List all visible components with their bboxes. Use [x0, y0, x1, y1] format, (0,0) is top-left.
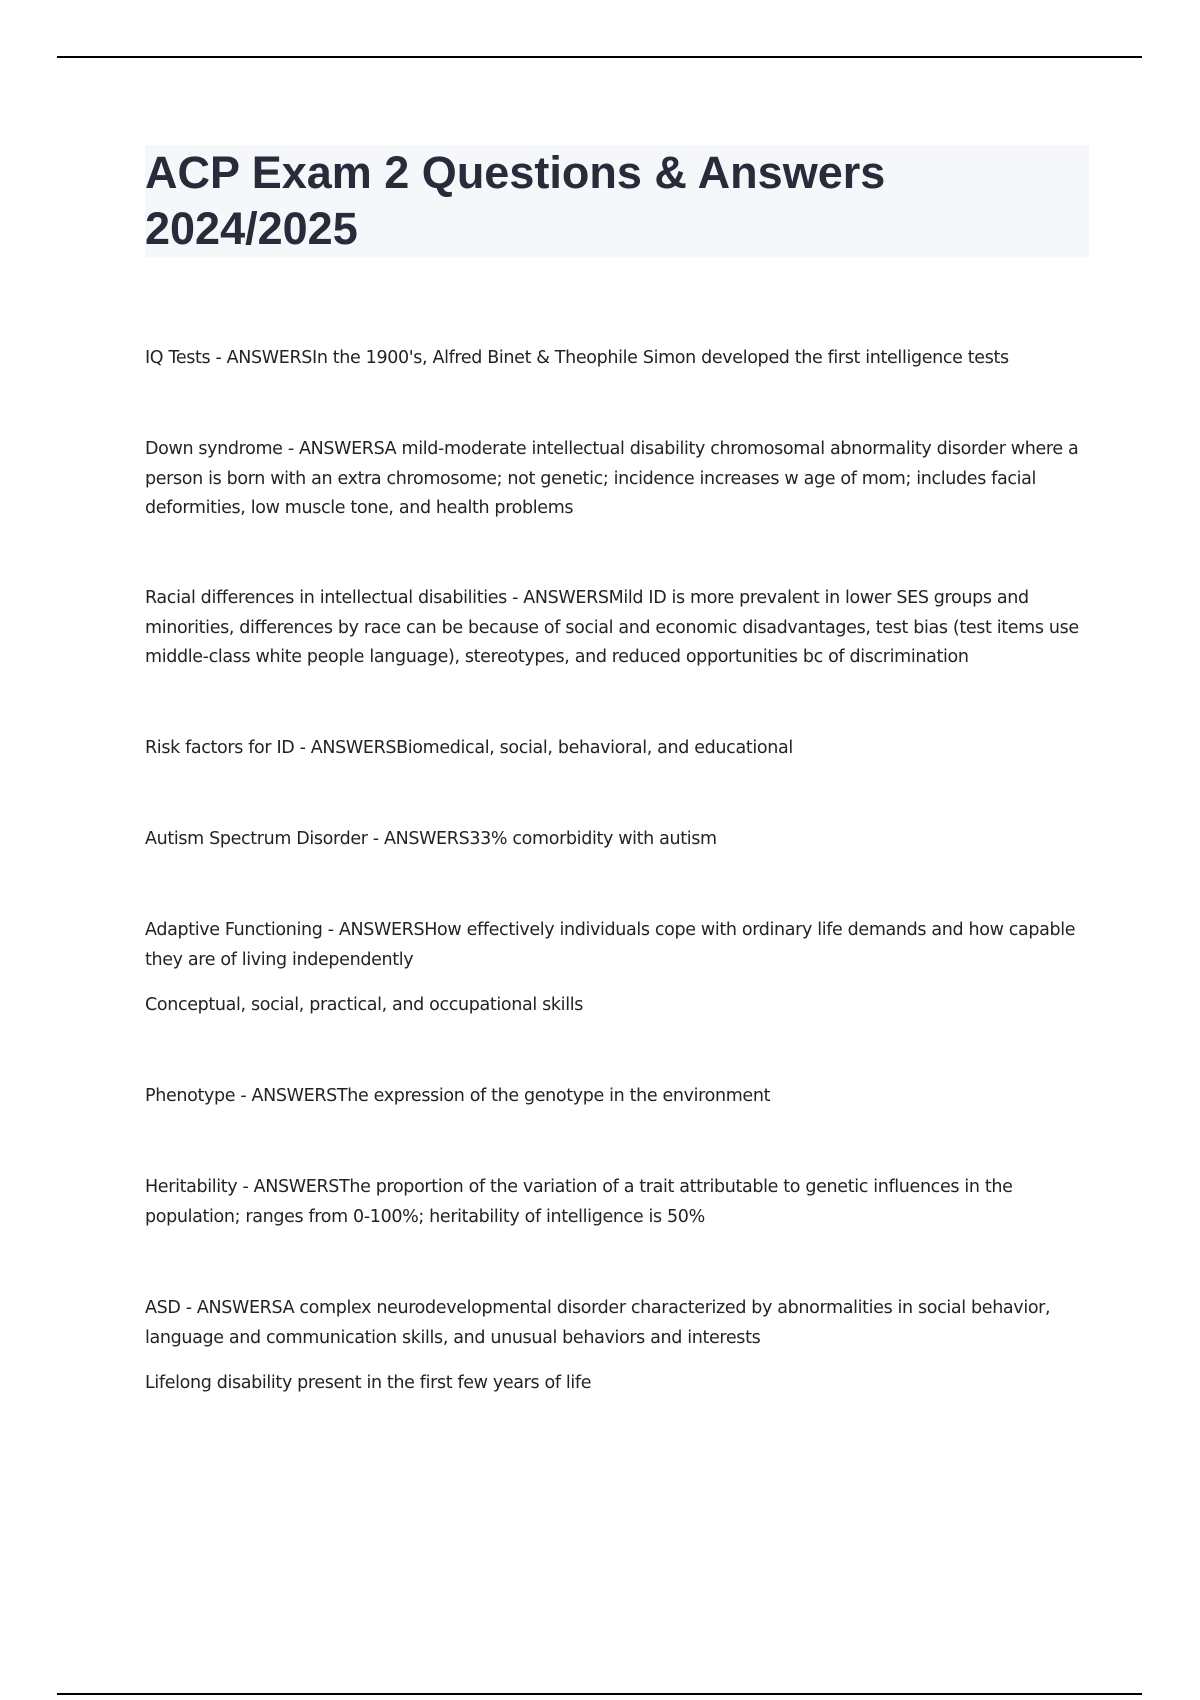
document-title: ACP Exam 2 Questions & Answers 2024/2025: [145, 147, 886, 254]
top-rule: [57, 56, 1142, 58]
qa-adaptive-functioning: Adaptive Functioning - ANSWERSHow effectively individuals cope with ordinary life demands and how capable they are of living independently: [145, 920, 1076, 970]
qa-risk-factors: Risk factors for ID - ANSWERSBiomedical, social, behavioral, and educational: [145, 738, 793, 758]
qa-asd: ASD - ANSWERSA complex neurodevelopmental disorder characterized by abnormalities in social behavior, language and communication skills, and unusual behaviors and interests: [145, 1298, 1051, 1348]
qa-phenotype: Phenotype - ANSWERSThe expression of the genotype in the environment: [145, 1086, 771, 1106]
qa-heritability: Heritability - ANSWERSThe proportion of the variation of a trait attributable to genetic influences in the population; ranges from 0-100%; heritability of intelligence is 50%: [145, 1177, 1013, 1227]
qa-racial-differences: Racial differences in intellectual disabilities - ANSWERSMild ID is more prevalent in lower SES groups and minorities, differences by race can be because of social and economic disadvantages, test bias (test items use middle-class white people language), stereotypes, and reduced opportunities bc of discrimination: [145, 588, 1079, 667]
qa-iq-tests: IQ Tests - ANSWERSIn the 1900's, Alfred Binet & Theophile Simon developed the first intelligence tests: [145, 348, 1009, 368]
qa-asd-lifelong: Lifelong disability present in the first few years of life: [145, 1373, 592, 1393]
qa-adaptive-functioning-skills: Conceptual, social, practical, and occupational skills: [145, 995, 583, 1015]
qa-autism-spectrum-disorder: Autism Spectrum Disorder - ANSWERS33% comorbidity with autism: [145, 829, 717, 849]
qa-down-syndrome: Down syndrome - ANSWERSA mild-moderate intellectual disability chromosomal abnormality disorder where a person is born with an extra chromosome; not genetic; incidence increases w age of mom; includes facial deformities, low muscle tone, and health problems: [145, 439, 1079, 518]
bottom-rule: [57, 1693, 1142, 1695]
